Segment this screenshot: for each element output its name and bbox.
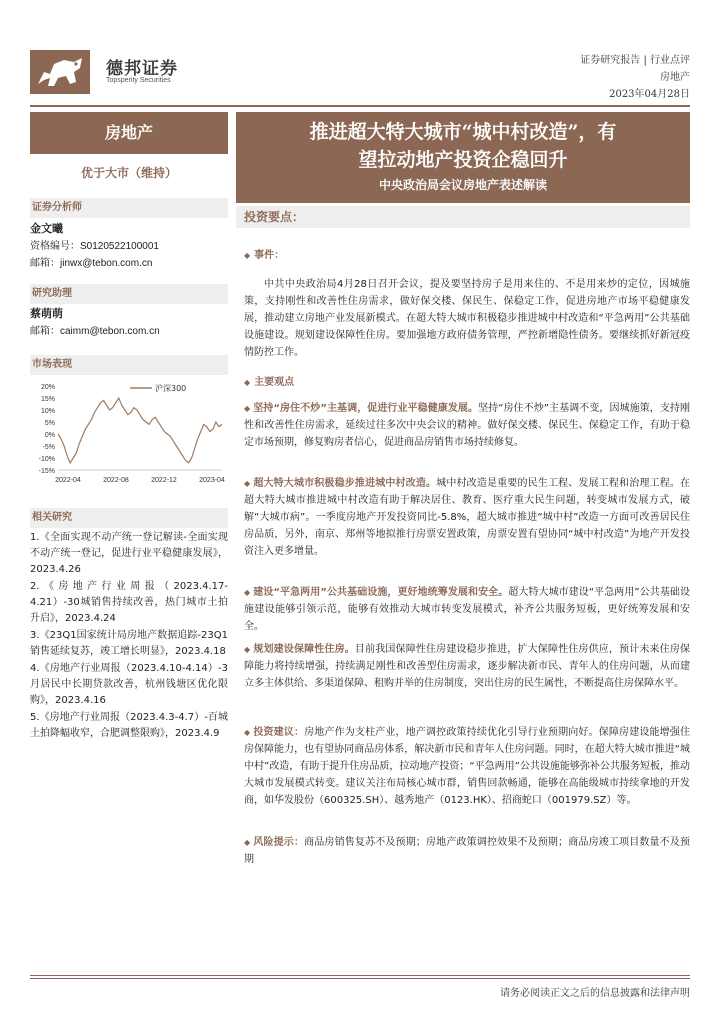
bullet-icon: ◆ bbox=[244, 588, 251, 597]
y-tick-label: -15% bbox=[38, 468, 55, 475]
x-tick-label: 2022-04 bbox=[55, 477, 81, 484]
y-tick-label: -10% bbox=[38, 456, 55, 463]
analyst-cert: 资格编号：S0120522100001 bbox=[30, 241, 159, 252]
report-meta bbox=[580, 52, 690, 103]
point-4: ◆ 规划建设保障性住房。目前我国保障性住房建设稳步推进，扩大保障性住房供应，预计未来住房保障能力将持续增强，持续满足刚性和改善型住房需求，逐步解决新市民、青年人的住房问题，从而建立多主体供给、多渠道保障、租购并举的住房制度，突出住房的民生属性，不断提高住房保障水平。 bbox=[244, 644, 690, 689]
related-item[interactable]: 5.《房地产行业周报（2023.4.3-4.7）-百城土拍降幅收窄，合肥调整限购》，2023.4.9 bbox=[30, 712, 228, 739]
related-heading: 相关研究 bbox=[30, 508, 228, 528]
market-heading: 市场表现 bbox=[30, 355, 228, 375]
title-line-2: 望拉动地产投资企稳回升 bbox=[358, 149, 568, 171]
report-title bbox=[236, 112, 690, 174]
report-sector: 房地产 bbox=[660, 72, 690, 83]
bullet-icon: ◆ bbox=[244, 728, 251, 737]
y-tick-label: 0% bbox=[44, 432, 55, 439]
related-list bbox=[30, 530, 228, 743]
company-logo bbox=[30, 50, 210, 94]
analyst-name: 金文曦 bbox=[30, 222, 63, 235]
bullet-icon: ◆ bbox=[244, 645, 251, 654]
report-subtitle: 中央政治局会议房地产表述解读 bbox=[378, 178, 547, 192]
market-chart-svg bbox=[30, 378, 228, 486]
y-tick-label: 15% bbox=[40, 396, 55, 403]
y-tick-label: 5% bbox=[44, 420, 55, 427]
bullet-icon: ◆ bbox=[244, 479, 251, 488]
rating: 优于大市（维持） bbox=[80, 166, 177, 180]
company-name-cn: 德邦证券 bbox=[106, 59, 178, 79]
bullet-icon: ◆ bbox=[244, 378, 251, 387]
point-3: ◆ 建设“平急两用”公共基础设施，更好地统筹发展和安全。超大特大城市建设“平急两用”公共基础设施建设能够引领示范，能够有效推动大城市转变发展模式，补齐公共服务短板，更好统筹发展和安全。 bbox=[244, 587, 690, 632]
event-label: ◆ 事件： bbox=[244, 250, 285, 261]
key-points-bar: 投资要点： bbox=[236, 206, 690, 228]
bullet-icon: ◆ bbox=[244, 838, 251, 847]
related-item[interactable]: 4.《房地产行业周报（2023.4.10-4.14）-3月居民中长期贷款改善，杭州钱塘区优化限购》，2023.4.16 bbox=[30, 663, 228, 706]
legend-label: 沪深300 bbox=[155, 384, 187, 393]
point-6: ◆ 风险提示：商品房销售复苏不及预期；房地产政策调控效果不及预期；商品房竣工项目数量不及预期 bbox=[244, 837, 690, 865]
related-item[interactable]: 2.《房地产行业周报（2023.4.17-4.21）-30城销售持续改善，热门城市土拍升启》，2023.4.24 bbox=[30, 581, 228, 624]
market-chart bbox=[30, 378, 228, 486]
views-label: ◆ 主要观点 bbox=[244, 377, 295, 388]
analyst-email[interactable]: 邮箱：jinwx@tebon.com.cn bbox=[30, 258, 153, 269]
footer-note: 请务必阅读正文之后的信息披露和法律声明 bbox=[500, 988, 690, 999]
x-tick-label: 2023-04 bbox=[199, 477, 225, 484]
x-tick-label: 2022-12 bbox=[151, 477, 177, 484]
bullet-icon: ◆ bbox=[244, 251, 251, 260]
x-tick-label: 2022-08 bbox=[103, 477, 129, 484]
assistant-heading: 研究助理 bbox=[30, 284, 228, 304]
y-tick-label: -5% bbox=[42, 444, 55, 451]
bullet-icon: ◆ bbox=[244, 404, 251, 413]
analyst-info bbox=[30, 220, 228, 272]
y-tick-label: 20% bbox=[40, 384, 55, 391]
company-name-en: Topsperity Securities bbox=[106, 77, 171, 84]
assistant-name: 蔡萌萌 bbox=[30, 307, 63, 320]
y-tick-label: 10% bbox=[40, 408, 55, 415]
assistant-info bbox=[30, 305, 228, 340]
point-1: ◆ 坚持“房住不炒”主基调，促进行业平稳健康发展。坚持“房住不炒”主基调不变，因城施策，支持刚性和改善性住房需求，延续过往多次中央会议的精神。做好保交楼、保民生、保稳定工作，有助于稳定市场预期，修复购房者信心，促进商品房销售市场持续修复。 bbox=[244, 403, 690, 448]
related-item[interactable]: 1.《全面实现不动产统一登记解读-全面实现不动产统一登记，促进行业平稳健康发展》，2023.4.26 bbox=[30, 532, 228, 575]
report-date: 2023年04月28日 bbox=[609, 89, 690, 100]
assistant-email[interactable]: 邮箱：caimm@tebon.com.cn bbox=[30, 326, 160, 337]
bull-logo-icon bbox=[30, 50, 90, 94]
report-type: 证券研究报告 | 行业点评 bbox=[580, 55, 690, 66]
series-line-hs300 bbox=[58, 398, 222, 463]
analyst-heading: 证券分析师 bbox=[30, 198, 228, 218]
event-text: 中共中央政治局4月28日召开会议，提及要坚持房子是用来住的、不是用来炒的定位，因城施策，支持刚性和改善性住房需求，做好保交楼、保民生、保稳定工作，促进房地产市场平稳健康发展，推动建立房地产业发展新模式。在超大特大城市积极稳步推进城中村改造和“平急两用”公共基础设施建设。规划建设保障性住房。要加强地方政府债务管理，严控新增隐性债务。要继续抓好新冠疫情防控工作。 bbox=[244, 279, 690, 358]
point-5: ◆ 投资建议：房地产作为支柱产业，地产调控政策持续优化引导行业预期向好。保障房建设能增强住房保障能力，也有望协同商品房体系，解决新市民和青年人住房问题。同时，在超大特大城市推进“城中村”改造，有助于提升住房品质，拉动地产投资；“平急两用”公共设施能够弥补公共服务短板，推动大城市发展模式转变。建议关注布局核心城市群，销售回款畅通，能够在高能级城市持续拿地的开发商，如华发股份（600325.SH）、越秀地产（0123.HK）、招商蛇口（001979.SZ）等。 bbox=[244, 727, 690, 806]
header-divider bbox=[30, 105, 690, 107]
title-box bbox=[236, 112, 690, 203]
title-line-1: 推进超大特大城市“城中村改造”，有 bbox=[309, 121, 617, 143]
point-2: ◆ 超大特大城市积极稳步推进城中村改造。城中村改造是重要的民生工程、发展工程和治理工程。在超大特大城市推进城中村改造有助于解决居住、教育、医疗重大民生问题，转变城市发展方式，破解“大城市病”。一季度房地产开发投资同比-5.8%，超大城市推进“城中村”改造一方面可改善居民住房品质，另外，南京、郑州等地拟推行房票安置政策，房票安置有望协同“城中村改造”为地产开发投资注入更多增量。 bbox=[244, 478, 691, 557]
related-item[interactable]: 3.《23Q1国家统计局房地产数据追踪-23Q1销售延续复苏，竣工增长明显》，2023.4.18 bbox=[30, 630, 228, 657]
footer-divider bbox=[30, 975, 690, 979]
sector-box: 房地产 bbox=[30, 112, 228, 154]
